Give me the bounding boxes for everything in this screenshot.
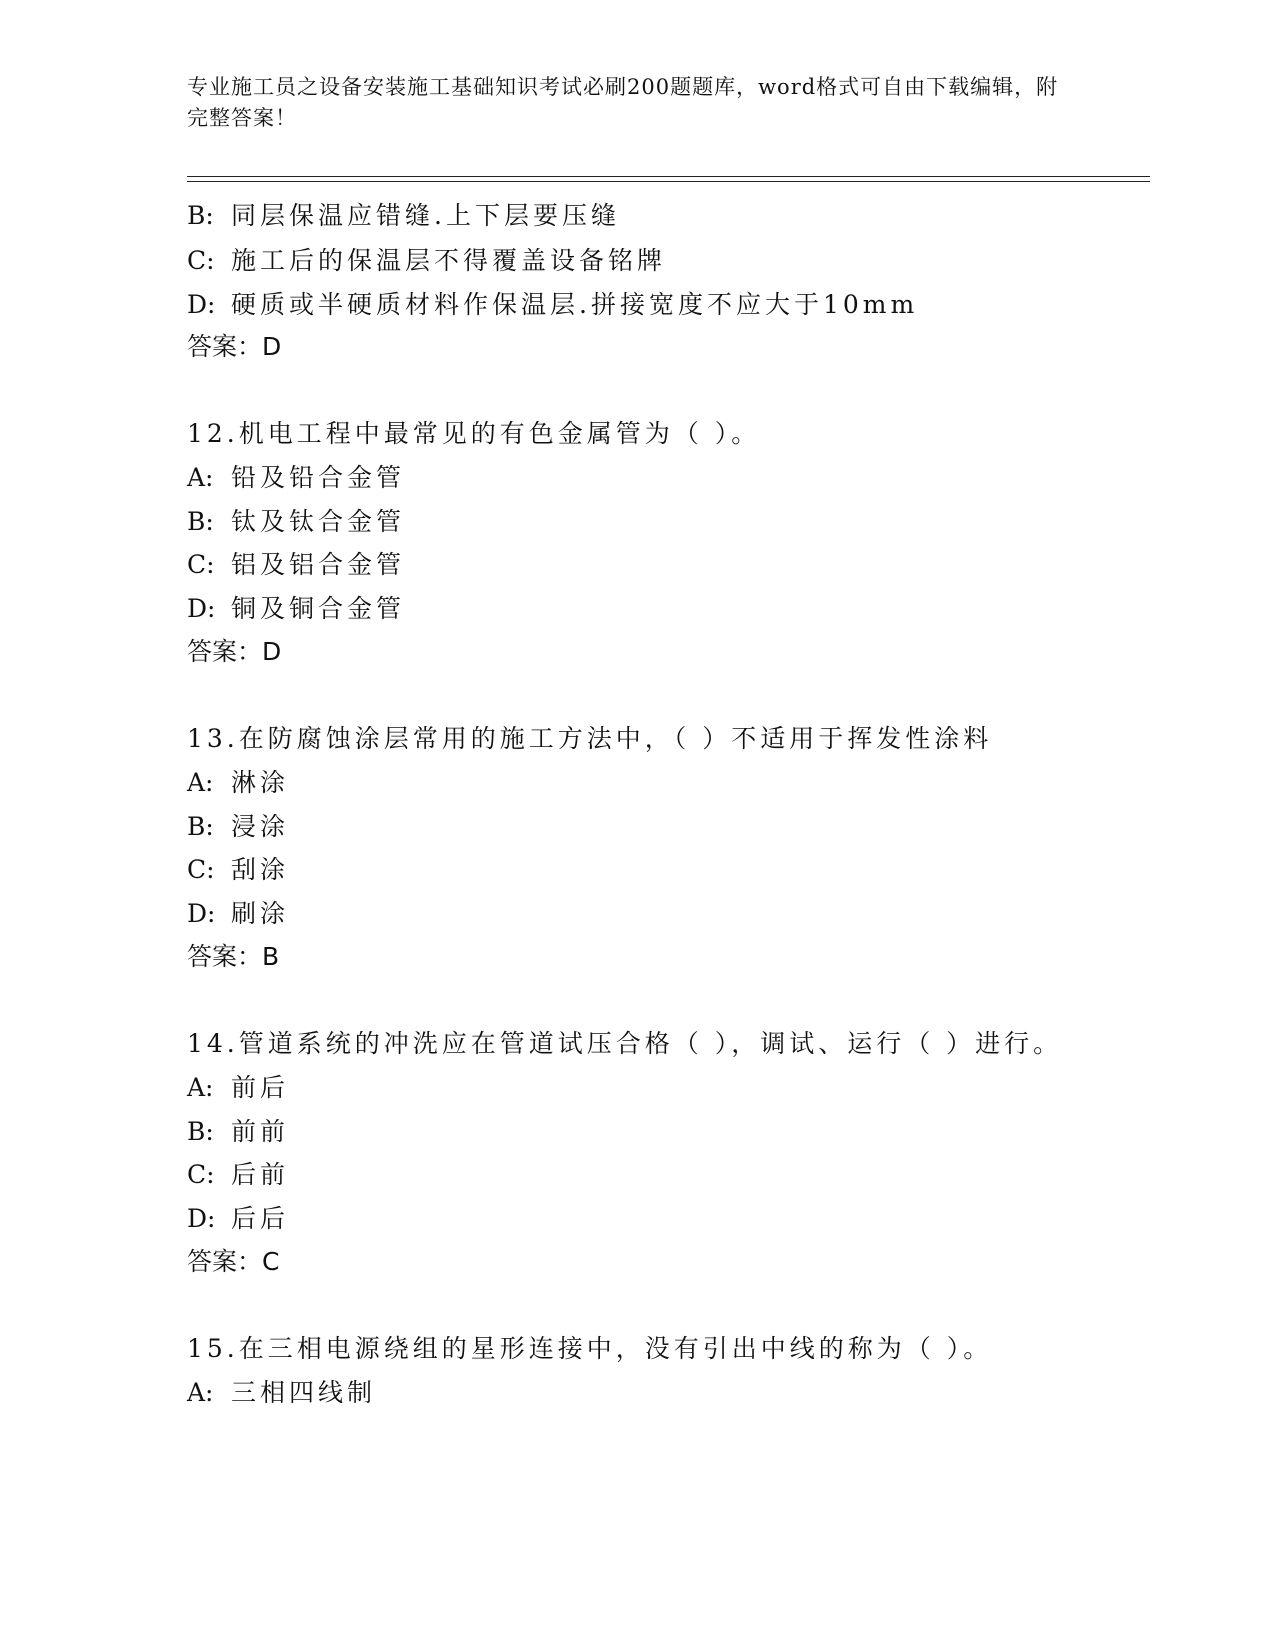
question-text: 14.管道系统的冲洗应在管道试压合格（ ），调试、运行（ ）进行。 xyxy=(187,1029,1063,1058)
answer-line xyxy=(187,331,281,363)
option-text: 同层保温应错缝.上下层要压缝 xyxy=(231,201,620,230)
option-text: 淋涂 xyxy=(231,768,290,797)
option-line xyxy=(187,245,666,277)
option-line xyxy=(187,767,289,799)
option-text: 三相四线制 xyxy=(231,1378,377,1407)
answer-text: 答案：D xyxy=(187,332,282,361)
option-line xyxy=(187,200,620,232)
option-line xyxy=(187,1377,376,1409)
option-text: 铝及铝合金管 xyxy=(231,550,406,579)
option-text: 施工后的保温层不得覆盖设备铭牌 xyxy=(231,246,667,275)
question-text: 13.在防腐蚀涂层常用的施工方法中，（ ）不适用于挥发性涂料 xyxy=(187,724,993,753)
answer-line xyxy=(187,941,279,973)
question-line xyxy=(187,1028,1062,1060)
option-label: C: xyxy=(187,1160,215,1189)
option-line xyxy=(187,549,405,581)
option-text: 钛及钛合金管 xyxy=(231,507,406,536)
option-line xyxy=(187,898,289,930)
option-line xyxy=(187,506,405,538)
header-rule-top xyxy=(187,176,1150,177)
answer-text: 答案：C xyxy=(187,1247,280,1276)
option-line xyxy=(187,1159,289,1191)
question-text: 12.机电工程中最常见的有色金属管为（ ）。 xyxy=(187,419,761,448)
option-line xyxy=(187,593,405,625)
option-text: 前前 xyxy=(231,1117,290,1146)
question-text: 15.在三相电源绕组的星形连接中，没有引出中线的称为（ ）。 xyxy=(187,1334,993,1363)
option-line xyxy=(187,1203,289,1235)
option-text: 前后 xyxy=(231,1073,290,1102)
option-label: C: xyxy=(187,246,215,275)
question-line xyxy=(187,723,992,755)
option-label: D: xyxy=(187,1204,216,1233)
option-text: 后后 xyxy=(231,1204,290,1233)
option-line xyxy=(187,289,918,321)
option-text: 硬质或半硬质材料作保温层.拼接宽度不应大于10mm xyxy=(231,290,919,319)
option-label: B: xyxy=(187,812,214,841)
option-label: B: xyxy=(187,507,214,536)
option-line xyxy=(187,1116,289,1148)
option-label: B: xyxy=(187,201,214,230)
option-text: 刮涂 xyxy=(231,855,290,884)
option-label: A: xyxy=(187,1073,214,1102)
option-line xyxy=(187,854,289,886)
option-text: 铅及铅合金管 xyxy=(231,463,406,492)
header-rule-bottom xyxy=(187,181,1150,182)
option-line xyxy=(187,811,289,843)
option-label: D: xyxy=(187,899,216,928)
option-label: B: xyxy=(187,1117,214,1146)
answer-line xyxy=(187,1246,279,1278)
option-label: A: xyxy=(187,768,214,797)
option-label: A: xyxy=(187,463,214,492)
option-label: D: xyxy=(187,290,216,319)
answer-text: 答案：B xyxy=(187,942,280,971)
option-line xyxy=(187,1072,289,1104)
option-text: 后前 xyxy=(231,1160,290,1189)
option-text: 浸涂 xyxy=(231,812,290,841)
document-header: 专业施工员之设备安装施工基础知识考试必刷200题题库，word格式可自由下载编辑，附完整答案！ xyxy=(187,75,1059,130)
option-text: 刷涂 xyxy=(231,899,290,928)
option-label: D: xyxy=(187,594,216,623)
option-line xyxy=(187,462,405,494)
option-label: A: xyxy=(187,1378,214,1407)
answer-text: 答案：D xyxy=(187,637,282,666)
option-label: C: xyxy=(187,855,215,884)
option-label: C: xyxy=(187,550,215,579)
question-line xyxy=(187,1333,992,1365)
answer-line xyxy=(187,636,281,668)
question-line xyxy=(187,418,760,450)
option-text: 铜及铜合金管 xyxy=(231,594,406,623)
